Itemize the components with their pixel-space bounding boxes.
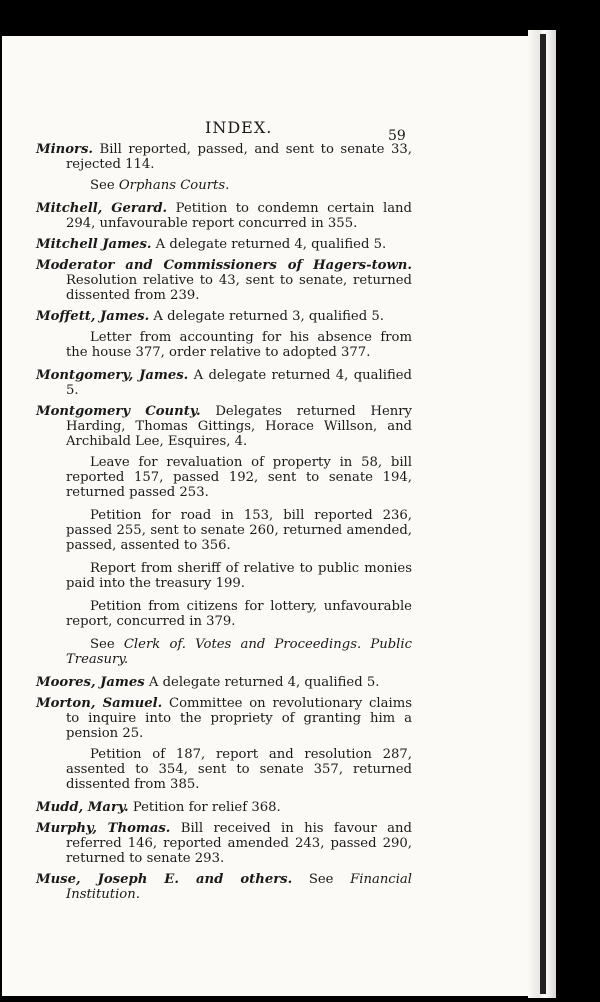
index-entry-minors: Minors. Bill reported, passed, and sent to senate 33, rejected 114. bbox=[36, 142, 412, 172]
sub-paragraph: Petition of 187, report and resolution 287, assented to 354, sent to senate 357, returned dissented from 385. bbox=[66, 747, 412, 792]
sub-paragraph: Report from sheriff of relative to public monies paid into the treasury 199. bbox=[66, 561, 412, 591]
index-entry-murphy: Murphy, Thomas. Bill received in his favour and referred 146, reported amended 243, passed 290, returned to senate 293. bbox=[36, 821, 412, 866]
page-title: INDEX. bbox=[205, 118, 273, 137]
index-entry-mitchell-james: Mitchell James. A delegate returned 4, qualified 5. bbox=[36, 237, 387, 252]
index-entry-moderator: Moderator and Commissioners of Hagers-town. Resolution relative to 43, sent to senate, returned dissented from 239. bbox=[36, 258, 412, 303]
index-entries bbox=[36, 142, 412, 908]
index-entry-moffett: Moffett, James. A delegate returned 3, qualified 5. bbox=[36, 309, 384, 324]
index-entry-montgomery-county: Montgomery County. Delegates returned Henry Harding, Thomas Gittings, Horace Willson, and Archibald Lee, Esquires, 4. bbox=[36, 404, 412, 449]
index-entry-morton: Morton, Samuel. Committee on revolutionary claims to inquire into the propriety of granting him a pension 25. bbox=[36, 696, 412, 741]
index-entry-moores: Moores, James A delegate returned 4, qualified 5. bbox=[36, 675, 380, 690]
index-entry-montgomery-james: Montgomery, James. A delegate returned 4, qualified 5. bbox=[36, 368, 412, 398]
page-number: 59 bbox=[388, 128, 406, 144]
sub-paragraph: Letter from accounting for his absence from the house 377, order relative to adopted 377. bbox=[66, 330, 412, 360]
page-header bbox=[0, 118, 600, 144]
index-entry-muse: Muse, Joseph E. and others. See Financial Institution. bbox=[36, 872, 412, 902]
see-reference: See Orphans Courts. bbox=[90, 178, 230, 193]
see-reference: See Clerk of. Votes and Proceedings. Public Treasury. bbox=[66, 637, 412, 667]
index-entry-mudd: Mudd, Mary. Petition for relief 368. bbox=[36, 800, 281, 815]
sub-paragraph: Leave for revaluation of property in 58, bill reported 157, passed 192, sent to senate 194, returned passed 253. bbox=[66, 455, 412, 500]
sub-paragraph: Petition from citizens for lottery, unfavourable report, concurred in 379. bbox=[66, 599, 412, 629]
index-entry-mitchell-gerard: Mitchell, Gerard. Petition to condemn certain land 294, unfavourable report concurred in 355. bbox=[36, 201, 412, 231]
binding-shadow bbox=[540, 34, 546, 994]
sub-paragraph: Petition for road in 153, bill reported 236, passed 255, sent to senate 260, returned amended, passed, assented to 356. bbox=[66, 508, 412, 553]
